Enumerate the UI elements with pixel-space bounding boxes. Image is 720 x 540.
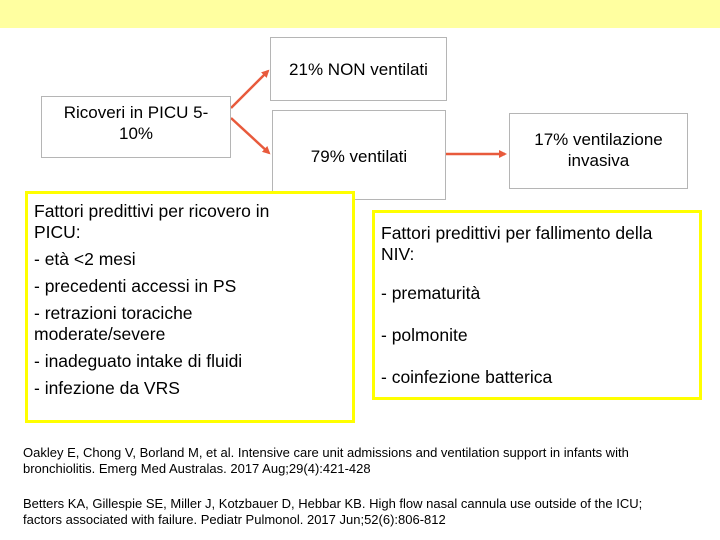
ventilated-label: 79% ventilati	[310, 147, 408, 166]
picu-predictors-title-line2: PICU:	[34, 222, 81, 242]
arrow-to-non-ventilated	[231, 71, 268, 108]
invasive-label-line2: invasiva	[567, 151, 630, 170]
reference-betters	[23, 496, 713, 528]
picu-predictors-title-line1: Fattori predittivi per ricovero in	[34, 201, 270, 221]
reference-line: bronchiolitis. Emerg Med Australas. 2017 Aug;29(4):421-428	[23, 461, 371, 476]
invasive-ventilation-box	[509, 113, 688, 189]
list-item: - età <2 mesi	[34, 249, 136, 269]
admissions-box	[41, 96, 231, 158]
niv-predictors-title-line2: NIV:	[381, 244, 415, 264]
picu-predictors-box	[25, 191, 355, 423]
list-item: - coinfezione batterica	[381, 367, 553, 387]
niv-failure-predictors-box	[372, 210, 702, 400]
list-item: - infezione da VRS	[34, 378, 180, 398]
list-item: - polmonite	[381, 325, 468, 345]
reference-line: Betters KA, Gillespie SE, Miller J, Kotzbauer D, Hebbar KB. High flow nasal cannula use outside of the ICU;	[23, 496, 643, 511]
list-item: - retrazioni toraciche	[34, 303, 193, 323]
reference-line: Oakley E, Chong V, Borland M, et al. Intensive care unit admissions and ventilation support in infants with	[23, 445, 629, 460]
list-item: - prematurità	[381, 283, 481, 303]
list-item: - precedenti accessi in PS	[34, 276, 237, 296]
niv-predictors-title-line1: Fattori predittivi per fallimento della	[381, 223, 653, 243]
reference-oakley	[23, 445, 713, 477]
admissions-label-line1: Ricoveri in PICU 5-	[63, 103, 209, 122]
ventilated-box	[272, 110, 446, 200]
admissions-label-line2: 10%	[118, 124, 154, 143]
list-item: moderate/severe	[34, 324, 166, 344]
reference-line: factors associated with failure. Pediatr Pulmonol. 2017 Jun;52(6):806-812	[23, 512, 446, 527]
arrow-to-ventilated	[231, 118, 269, 153]
list-item: - inadeguato intake di fluidi	[34, 351, 243, 371]
non-ventilated-label: 21% NON ventilati	[289, 60, 428, 79]
non-ventilated-box	[270, 37, 447, 101]
invasive-label-line1: 17% ventilazione	[534, 130, 663, 149]
